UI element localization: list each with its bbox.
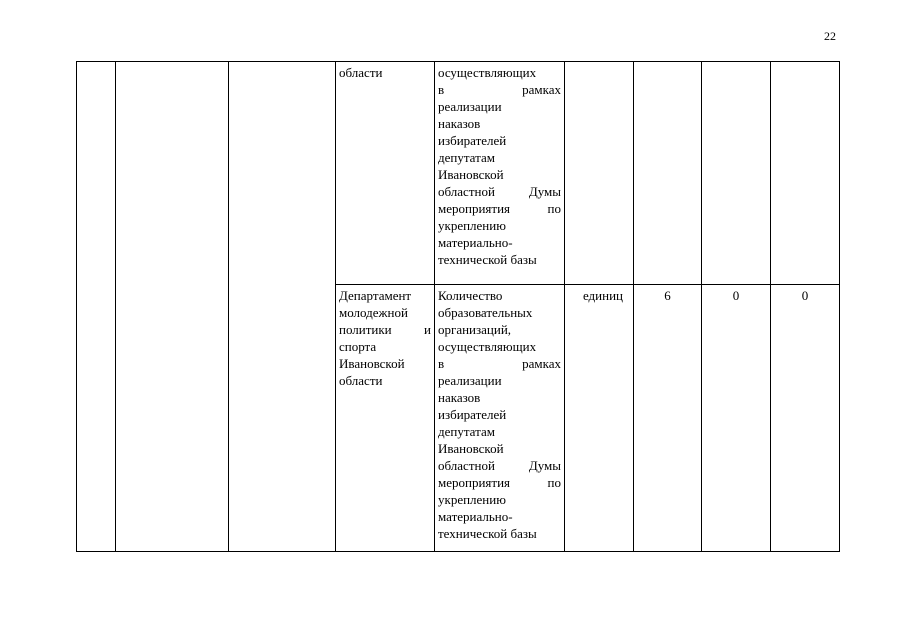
responsible-line: Ивановской bbox=[339, 356, 405, 371]
indicator-line: материально- bbox=[438, 509, 513, 524]
indicator-line: Ивановской bbox=[438, 441, 504, 456]
table-cell-unit bbox=[565, 62, 634, 285]
table-cell-indicator bbox=[435, 285, 565, 552]
indicator-line: областной Думы bbox=[438, 184, 561, 199]
table-cell-value-2: 0 bbox=[702, 285, 771, 552]
indicator-line: реализации bbox=[438, 99, 502, 114]
table-cell-value-3: 0 bbox=[771, 285, 840, 552]
indicator-line: депутатам bbox=[438, 424, 495, 439]
table-cell-value-1 bbox=[634, 62, 702, 285]
table-row bbox=[77, 285, 840, 552]
table-cell-name bbox=[116, 285, 229, 552]
responsible-line: Департамент bbox=[339, 288, 412, 303]
table-cell-unit: единиц bbox=[565, 285, 634, 552]
indicator-line: избирателей bbox=[438, 407, 507, 422]
table-cell-name bbox=[116, 62, 229, 285]
indicator-line: мероприятия по bbox=[438, 475, 561, 490]
indicator-line: наказов bbox=[438, 116, 481, 131]
indicator-line: мероприятия по bbox=[438, 201, 561, 216]
responsible-line: спорта bbox=[339, 339, 377, 354]
responsible-line: молодежной bbox=[339, 305, 408, 320]
indicator-line: укреплению bbox=[438, 492, 506, 507]
responsible-line: области bbox=[339, 65, 383, 80]
page-number: 22 bbox=[824, 29, 836, 43]
indicator-line: областной Думы bbox=[438, 458, 561, 473]
table-row bbox=[77, 62, 840, 285]
indicator-line: наказов bbox=[438, 390, 481, 405]
table-cell-responsible bbox=[336, 285, 435, 552]
indicator-line: в рамках bbox=[438, 82, 561, 97]
table-cell-number bbox=[77, 62, 116, 285]
responsible-line: политики и bbox=[339, 322, 431, 337]
table-cell-responsible bbox=[336, 62, 435, 285]
indicator-line: избирателей bbox=[438, 133, 507, 148]
indicator-line: осуществляющих bbox=[438, 65, 537, 80]
table-cell-number bbox=[77, 285, 116, 552]
indicator-line: материально- bbox=[438, 235, 513, 250]
indicator-line: организаций, bbox=[438, 322, 512, 337]
table-cell-value-1: 6 bbox=[634, 285, 702, 552]
table-cell-indicator bbox=[435, 62, 565, 285]
table-cell-program bbox=[229, 285, 336, 552]
indicator-line: осуществляющих bbox=[438, 339, 537, 354]
indicator-line: технической базы bbox=[438, 526, 537, 541]
table-cell-value-2 bbox=[702, 62, 771, 285]
indicator-line: укреплению bbox=[438, 218, 506, 233]
table-cell-value-3 bbox=[771, 62, 840, 285]
indicator-line: в рамках bbox=[438, 356, 561, 371]
data-table bbox=[76, 61, 840, 552]
indicator-line: депутатам bbox=[438, 150, 495, 165]
table-cell-program bbox=[229, 62, 336, 285]
indicator-line: образовательных bbox=[438, 305, 533, 320]
indicator-line: технической базы bbox=[438, 252, 537, 267]
responsible-line: области bbox=[339, 373, 383, 388]
indicator-line: реализации bbox=[438, 373, 502, 388]
indicator-line: Количество bbox=[438, 288, 503, 303]
indicator-line: Ивановской bbox=[438, 167, 504, 182]
